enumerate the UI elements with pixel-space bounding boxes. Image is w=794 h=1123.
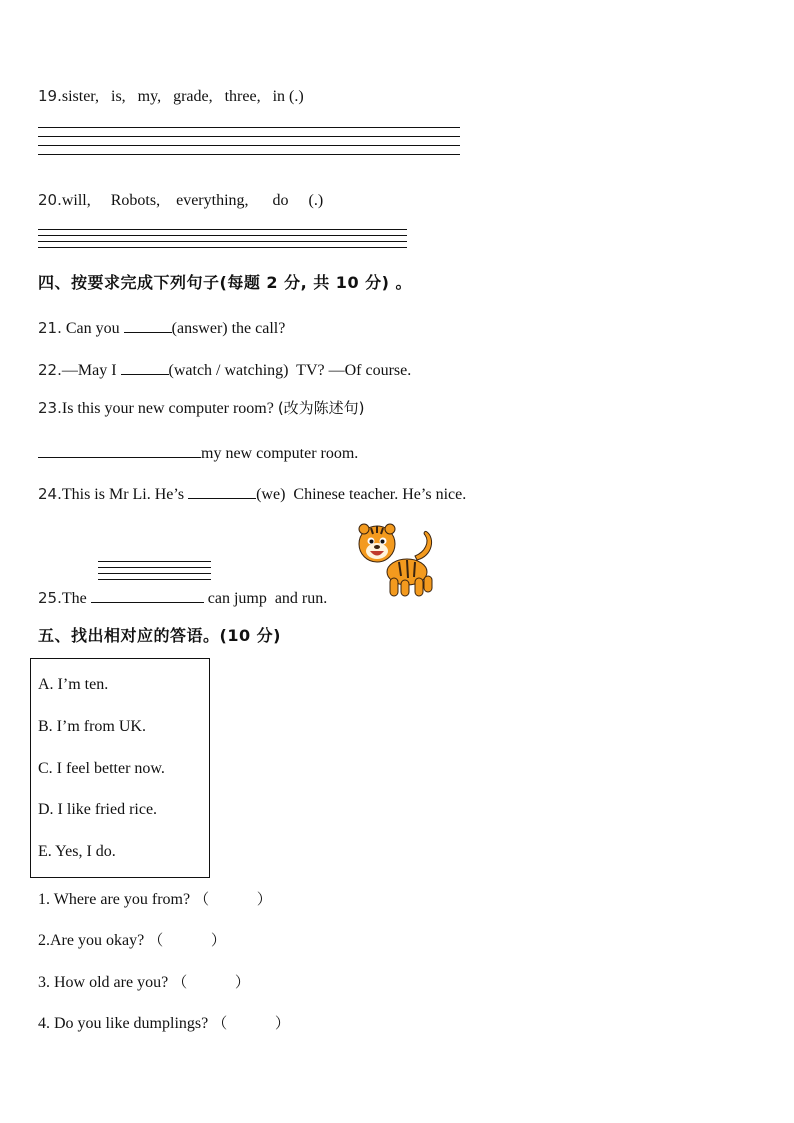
match-question-1-answer-blank[interactable]: （ ） [194,890,272,908]
q24-number: 24. [38,485,62,503]
match-question-1 [38,892,272,908]
q25-line [38,588,327,607]
q25-text-before: The [61,590,91,607]
q21-text-before: Can you [61,320,124,337]
match-question-1-text: 1. Where are you from? [38,891,191,908]
q22-number: 22. [38,361,62,379]
q20-answer-lines[interactable] [38,229,407,253]
tiger-cartoon-icon [355,520,445,602]
q25-text-after: can jump and run. [203,590,328,607]
q21-line [38,318,285,337]
match-question-4 [38,1016,290,1032]
match-question-2-text: 2.Are you okay? [38,932,145,949]
q21-text-after: (answer) the call? [171,320,286,337]
q19-line [38,89,304,105]
q24-line [38,484,466,503]
q24-text-after: (we) Chinese teacher. He’s nice. [256,486,467,503]
section-4-title: 四、按要求完成下列句子(每题 2 分, 共 10 分) 。 [38,273,413,292]
q20-words: will, Robots, everything, do (.) [61,192,324,209]
option-e: E. Yes, I do. [38,843,116,860]
q24-text-before: This is Mr Li. He’s [61,486,189,503]
q21-number: 21. [38,319,62,337]
match-question-3-answer-blank[interactable]: （ ） [172,973,250,991]
q21-blank[interactable] [124,318,172,333]
q25-answer-lines[interactable] [98,561,211,585]
match-question-2 [38,933,226,949]
q22-text-after: (watch / watching) TV? —Of course. [168,362,412,379]
q23-number: 23. [38,399,62,417]
match-question-4-text: 4. Do you like dumplings? [38,1015,209,1032]
q22-line [38,360,411,379]
q20-line [38,193,323,209]
q22-text-before: —May I [61,362,121,379]
q23-text: Is this your new computer room? [61,400,278,417]
match-question-2-answer-blank[interactable]: （ ） [148,931,226,949]
match-question-3-text: 3. How old are you? [38,974,169,991]
q24-blank[interactable] [188,484,256,499]
q25-blank[interactable] [91,588,204,603]
q19-answer-lines[interactable] [38,127,460,163]
option-a: A. I’m ten. [38,676,109,693]
q23-line [38,401,365,417]
section-5-title: 五、找出相对应的答语。(10 分) [38,626,281,645]
match-question-4-answer-blank[interactable]: （ ） [212,1014,290,1032]
q25-number: 25. [38,589,62,607]
q19-number: 19. [38,87,62,105]
option-b: B. I’m from UK. [38,718,146,735]
match-question-3 [38,975,250,991]
q22-blank[interactable] [121,360,169,375]
q23-answer-text: my new computer room. [201,445,359,462]
q23-answer-line [38,443,358,462]
q23-instruction: (改为陈述句) [277,399,365,417]
q19-words: sister, is, my, grade, three, in (.) [61,88,304,105]
option-d: D. I like fried rice. [38,801,158,818]
q23-blank[interactable] [38,443,201,458]
option-c: C. I feel better now. [38,760,165,777]
q20-number: 20. [38,191,62,209]
